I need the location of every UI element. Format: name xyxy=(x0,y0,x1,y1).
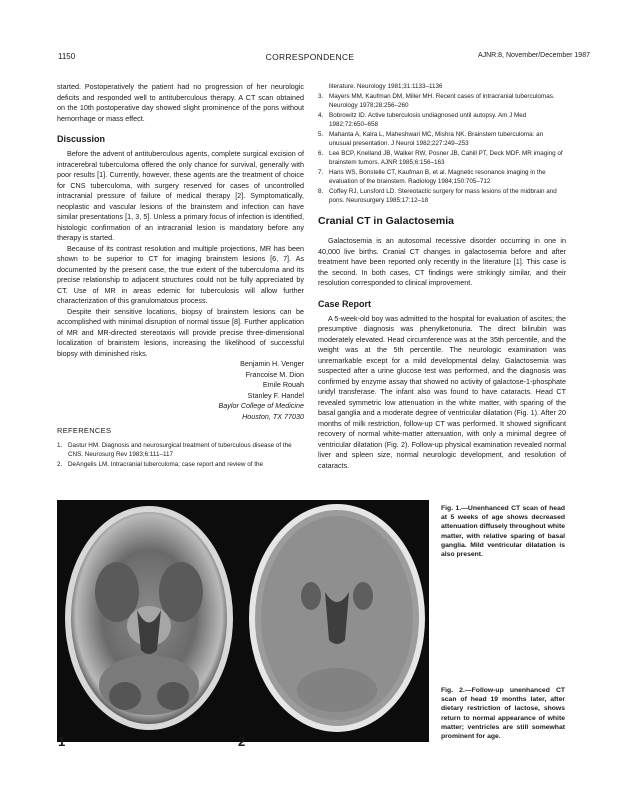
reference-item: 4. Bobrowitz ID. Active tuberculosis undiagnosed until autopsy. Am J Med 1982;72:650–658 xyxy=(318,112,527,128)
discussion-heading: Discussion xyxy=(57,134,106,144)
reference-item: 2. DeAngelis LM. Intracranial tuberculoma; case report and review of the xyxy=(57,461,263,468)
author-name: Emile Rouah xyxy=(262,380,304,389)
author-name: Benjamin H. Venger xyxy=(240,359,304,368)
left-column xyxy=(57,82,304,470)
discussion-paragraph: Before the advent of antituberculous agents, complete surgical excision of intracerebral tuberculoma offered the only chance for survival, generally with poor results [1]. Currently, however, these agents are the treatment of choice for CNS tuberculoma, with surgery reserved for cases of uncontrolled intracranial pressure of failure of medical therapy [2]. Symptomatically, neoplastic and vascular lesions of the brainstem and infection can have similar presentations [1, 3, 5]. Unless a primary focus of infection is identified, histologic confirmation of an intracranial lesion is mandatory before any therapy is started. xyxy=(57,149,304,242)
case-report-paragraph: A 5-week-old boy was admitted to the hospital for evaluation of ascites; the presumptive diagnosis was phenylketonuria. The direct bilirubin was moderately elevated. Head circumference was at the 35th percentile, and the weight was at the 5th percentile. The neurologic examination was unremarkable except for a mild developmental delay. Galactosemia was suspected after a urine glucose test was performed, and the diagnosis was confirmed by enzyme assay that showed no activity of galactose-1-phosphate uridyl transferase. The infant also was found to have cataracts. Head CT revealed symmetric low attenuation in the white matter, with sparing of the basal ganglia and a moderate degree of ventricular dilatation (Fig. 1). After 20 months of milk restriction, follow-up CT was performed. It showed significant recovery of normal white-matter attenuation, with only a minimal degree of ventricular dilatation (Fig. 2). Follow-up physical examination revealed normal liver and spleen size, normal neurologic development, and resolution of cataracts. xyxy=(318,313,566,470)
figure-1-caption: Fig. 1.—Unenhanced CT scan of head at 5 weeks of age shows decreased attenuation diffusely throughout white matter, with relative sparing of basal ganglia. Mild ventricular dilatation is also present. xyxy=(441,505,565,559)
journal-citation: AJNR:8, November/December 1987 xyxy=(477,52,590,59)
figure-2-number: 2 xyxy=(238,734,246,749)
page-number: 1150 xyxy=(58,52,76,61)
author-affiliation: Baylor College of Medicine xyxy=(218,401,304,410)
reference-item: 7. Hans WS, Bonstelle CT, Kaufman B, et al. Magnetic resonance imaging in the evaluation of the brainstem. Radiology 1984;150:705–712 xyxy=(318,169,546,185)
reference-item: 6. Lee BCP, Knelland JB, Walker RW, Posner JB, Cahill PT, Deck MDF. MR imaging of brainstem tumors. AJNR 1985;6:156–163 xyxy=(318,150,563,166)
reference-item: 5. Mahanta A, Kalra L, Maheshwari MC, Mishra NK. Brainstem tuberculoma: an unusual presentation. J Neurol 1982;227:249–253 xyxy=(318,131,544,147)
discussion-paragraph: Despite their sensitive locations, biopsy of brainstem lesions can be accomplished with minimal disruption of normal tissue [8]. Further application of MR and MR-directed stereotaxis will provide precise three-dimensional localization of brainstem lesions, increasing the likelihood of successful biopsy with diminished risks. xyxy=(57,306,304,358)
reference-item: 3. Mayers MM, Kaufman DM, Miller MH. Recent cases of intracranial tuberculomas. Neurology 1978;28:256–260 xyxy=(318,93,555,109)
reference-item: literature. Neurology 1981;31:1133–1136 xyxy=(329,83,443,90)
author-name: Stanley F. Handel xyxy=(247,390,304,400)
intro-paragraph: Galactosemia is an autosomal recessive disorder occurring in one in 40,000 live births. Cranial CT changes in galactosemia before and after treatment have been reported only recently in the literature [1]. This case is the second. In both cases, CT findings were strikingly similar, and their resolution corresponded to clinical improvement. xyxy=(318,236,566,287)
case-report-heading: Case Report xyxy=(318,298,372,309)
references-heading: REFERENCES xyxy=(57,426,112,435)
ct-scan-figure-1 xyxy=(57,500,241,742)
article-title: Cranial CT in Galactosemia xyxy=(318,215,454,227)
reference-item: 1. Dastur HM. Diagnosis and neurosurgical treatment of tuberculous disease of the CNS. Neurosurg Rev 1983;6:111–117 xyxy=(57,442,292,458)
author-location: Houston, TX 77030 xyxy=(242,411,304,421)
reference-list xyxy=(57,441,304,469)
figure-2-caption: Fig. 2.—Follow-up unenhanced CT scan of head 19 months later, after dietary restriction of lactose, shows return to normal appearance of white matter; ventricles are still somewhat prominent for age. xyxy=(441,687,565,741)
author-signature xyxy=(57,359,304,422)
section-title: CORRESPONDENCE xyxy=(265,52,355,62)
right-column xyxy=(318,82,566,471)
figure-1-number: 1 xyxy=(58,734,66,749)
reference-item: 8. Coffey RJ, Lunsford LD. Stereotactic surgery for mass lesions of the midbrain and pons. Neurosurgery 1985;17:12–18 xyxy=(318,188,557,204)
intro-paragraph: started. Postoperatively the patient had no progression of her neurologic deficits and responded well to antituberculous therapy. A CT scan obtained on the 10th postoperative day showed slight prominence of the pons without hemorrhage or mass effect. xyxy=(57,82,304,123)
discussion-paragraph: Because of its contrast resolution and multiple projections, MR has been shown to be superior to CT for imaging brainstem lesions [6, 7]. As documented by the present case, the true extent of the tuberculoma and its precise relationship to adjacent structures could not be fully appreciated by CT. Use of MR in areas edemic for tuberculosis will allow further characterization of this granulomatous process. xyxy=(57,243,304,305)
author-name: Francoise M. Dion xyxy=(245,369,304,379)
ct-scan-figure-2 xyxy=(241,500,429,742)
reference-list xyxy=(318,82,566,205)
